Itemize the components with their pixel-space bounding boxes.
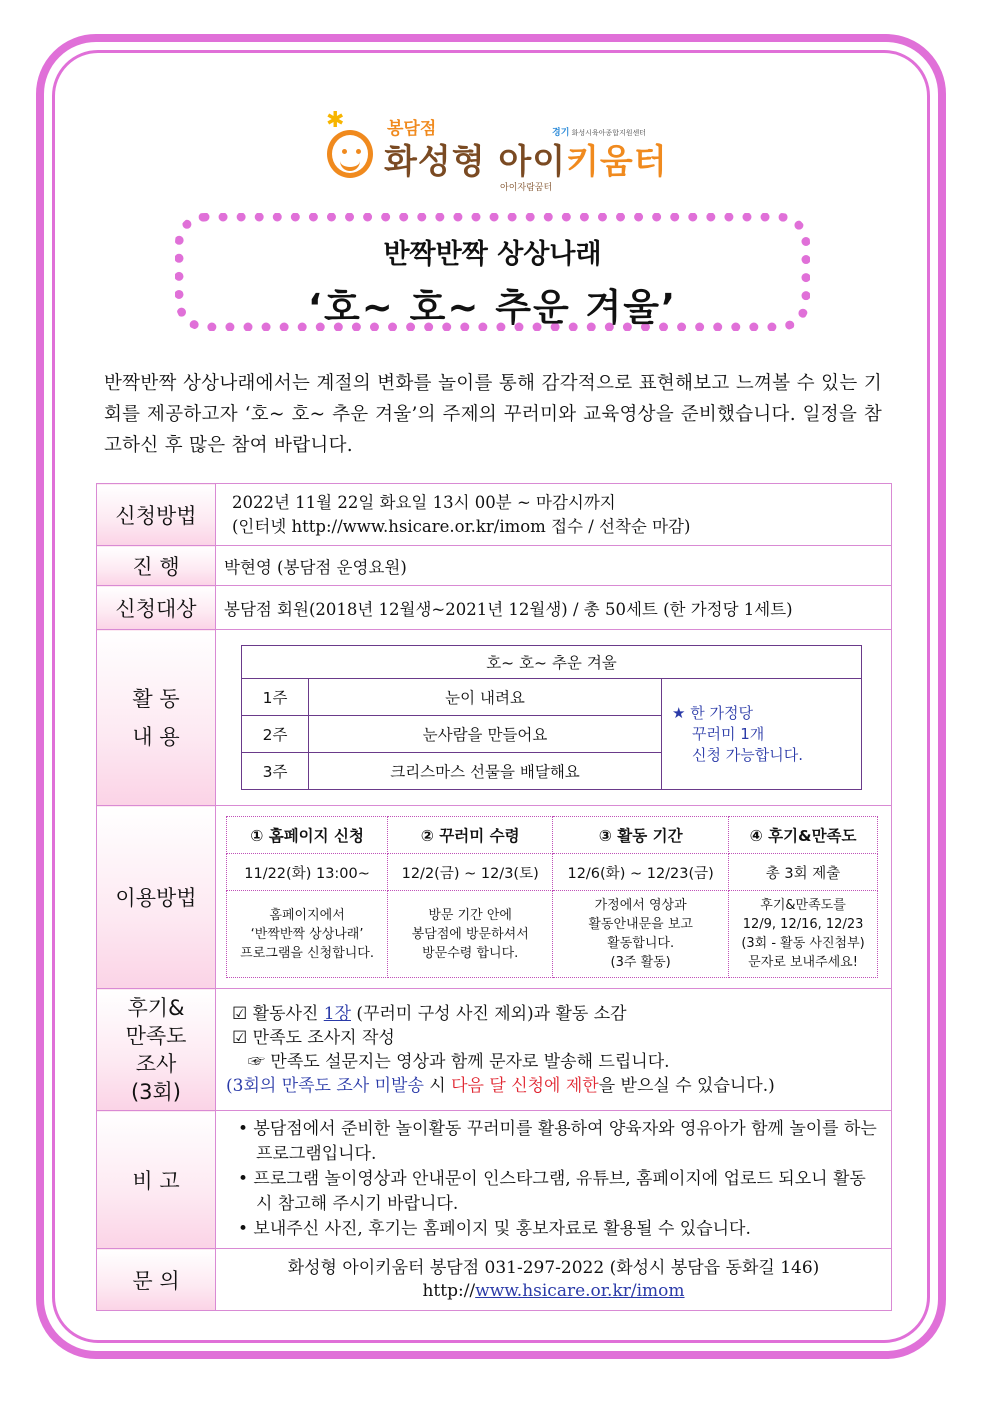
- activity-label-1: 활 동: [132, 686, 180, 711]
- step-desc: 홈페이지에서 ‘반짝반짝 상상나래’ 프로그램을 신청합니다.: [227, 891, 388, 978]
- target-value: 봉담점 회원(2018년 12월생~2021년 12월생) / 총 50세트 (한 가정당 1세트): [216, 586, 892, 630]
- logo-center-name: 경기 화성시육아종합지원센터: [552, 128, 647, 138]
- review-label-3: 조사: [135, 1051, 177, 1076]
- remark-item: • 프로그램 놀이영상과 안내문이 인스타그램, 유튜브, 홈페이지에 업로드 되오니 활동 시 참고해 주시기 바랍니다.: [238, 1169, 866, 1214]
- activity-label-2: 내 용: [132, 724, 180, 749]
- activity-header: 호~ 호~ 추운 겨울: [242, 646, 862, 679]
- apply-line-1: 2022년 11월 22일 화요일 13시 00분 ~ 마감시까지: [232, 492, 616, 512]
- week-label: 2주: [242, 716, 309, 753]
- row-remarks: [97, 1111, 892, 1249]
- target-label: 신청대상: [97, 586, 216, 630]
- review-line-2: ☑ 만족도 조사지 작성: [232, 1027, 395, 1048]
- step-title: ① 홈페이지 신청: [227, 817, 388, 854]
- star-icon: ✱: [326, 108, 345, 133]
- title-line-1: 반짝반짝 상상나래: [383, 239, 602, 270]
- host-value: 박현영 (봉담점 운영요원): [216, 546, 892, 586]
- step-date: 12/6(화) ~ 12/23(금): [553, 854, 729, 891]
- review-line-3: ☞ 만족도 설문지는 영상과 함께 문자로 발송해 드립니다.: [248, 1051, 670, 1072]
- contact-content: 화성형 아이키움터 봉담점 031-297-2022 (화성시 봉담읍 동화길 146) http://www.hsicare.or.kr/imom: [216, 1249, 892, 1311]
- step-title: ② 꾸러미 수령: [388, 817, 553, 854]
- step-date: 12/2(금) ~ 12/3(토): [388, 854, 553, 891]
- logo-tagline: 아이자람꿈터: [500, 183, 553, 193]
- row-review: [97, 989, 892, 1111]
- row-target: [97, 586, 892, 630]
- step-desc: 가정에서 영상과 활동안내문을 보고 활동합니다. (3주 활동): [553, 891, 729, 978]
- step-date: 11/22(화) 13:00~: [227, 854, 388, 891]
- smiley-face-icon: [327, 130, 373, 178]
- week-title: 크리스마스 선물을 배달해요: [309, 753, 662, 790]
- apply-line-2: (인터넷 http://www.hsicare.or.kr/imom 접수 / 선착순 마감): [232, 516, 691, 536]
- row-usage: [97, 806, 892, 989]
- usage-label: 이용방법: [97, 806, 216, 989]
- contact-label: 문 의: [97, 1249, 216, 1311]
- review-label-1: 후기&: [127, 995, 185, 1020]
- logo: [322, 108, 672, 193]
- step-desc: 방문 기간 안에 봉담점에 방문하셔서 방문수령 합니다.: [388, 891, 553, 978]
- activity-note: ★ 한 가정당 꾸러미 1개 신청 가능합니다.: [662, 679, 862, 790]
- remarks-label: 비 고: [97, 1111, 216, 1249]
- title-box: [175, 213, 810, 331]
- review-label-2: 만족도: [125, 1023, 187, 1048]
- remark-item: • 보내주신 사진, 후기는 홈페이지 및 홍보자료로 활용될 수 있습니다.: [238, 1219, 751, 1239]
- info-table: [96, 483, 892, 1311]
- remark-item: • 봉담점에서 준비한 놀이활동 꾸러미를 활용하여 양육자와 영유아가 함께 놀이를 하는 프로그램입니다.: [238, 1119, 877, 1164]
- review-line-1: ☑ 활동사진 1장 (꾸러미 구성 사진 제외)과 활동 소감: [232, 1003, 627, 1024]
- week-label: 1주: [242, 679, 309, 716]
- intro-paragraph: 반짝반짝 상상나래에서는 계절의 변화를 놀이를 통해 감각적으로 표현해보고 느껴볼 수 있는 기회를 제공하고자 ‘호~ 호~ 추운 겨울’의 주제의 꾸러미와 교육영상을 준비했습니다. 일정을 참고하신 후 많은 참여 바랍니다.: [104, 373, 882, 456]
- contact-link[interactable]: www.hsicare.or.kr/imom: [475, 1280, 685, 1301]
- review-line-4: (3회의 만족도 조사 미발송 시 다음 달 신청에 제한을 받으실 수 있습니다.): [226, 1075, 775, 1096]
- logo-name: 화성형 아이키움터: [384, 142, 668, 182]
- contact-line: 화성형 아이키움터 봉담점 031-297-2022 (화성시 봉담읍 동화길 146): [287, 1257, 820, 1278]
- review-label-4: (3회): [130, 1079, 182, 1104]
- row-contact: [97, 1249, 892, 1311]
- step-desc: 후기&만족도를 12/9, 12/16, 12/23 (3회 - 활동 사진첨부) 문자로 보내주세요!: [729, 891, 878, 978]
- activity-table: [241, 645, 862, 790]
- usage-table: [226, 816, 878, 978]
- row-host: [97, 546, 892, 586]
- step-date: 총 3회 제출: [729, 854, 878, 891]
- host-label: 진 행: [97, 546, 216, 586]
- week-title: 눈사람을 만들어요: [309, 716, 662, 753]
- logo-branch: 봉담점: [387, 119, 437, 139]
- review-content: [216, 989, 892, 1111]
- week-label: 3주: [242, 753, 309, 790]
- week-title: 눈이 내려요: [309, 679, 662, 716]
- step-title: ④ 후기&만족도: [729, 817, 878, 854]
- remarks-content: [216, 1111, 892, 1249]
- row-apply: [97, 484, 892, 546]
- row-activity: [97, 630, 892, 806]
- title-line-2: ‘호~ 호~ 추운 겨울’: [307, 286, 678, 329]
- apply-label: 신청방법: [97, 484, 216, 546]
- step-title: ③ 활동 기간: [553, 817, 729, 854]
